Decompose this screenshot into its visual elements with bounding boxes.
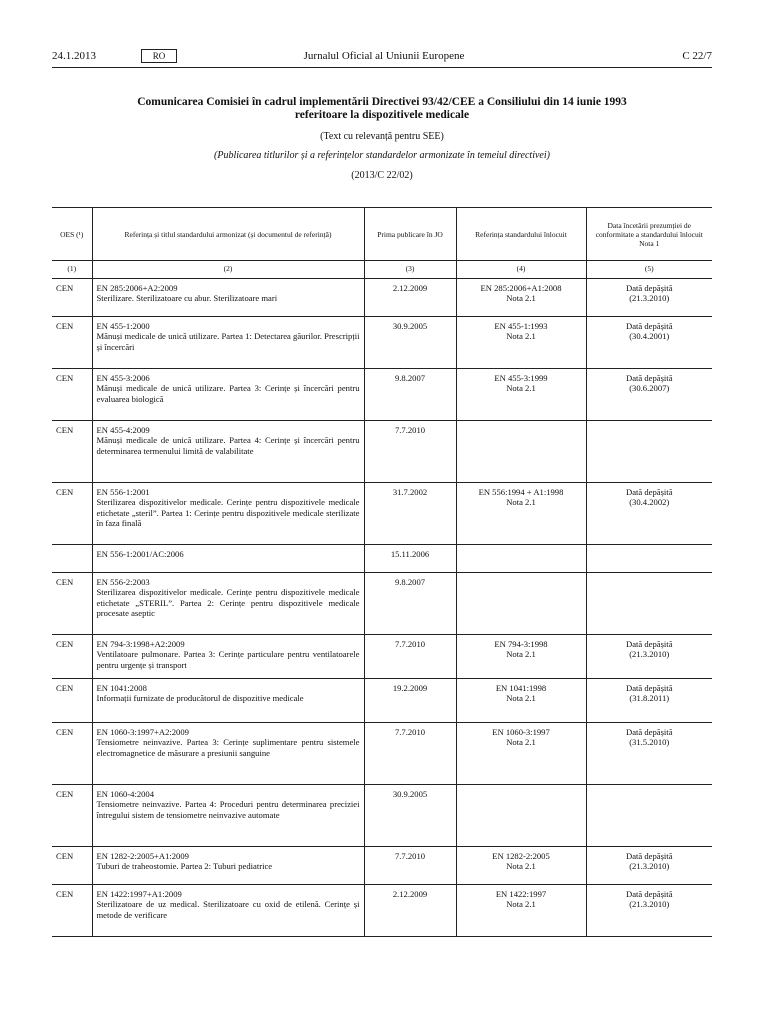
first-publication-cell: 7.7.2010 bbox=[364, 846, 456, 884]
title-line-2: referitoare la dispozitivele medicale bbox=[294, 109, 470, 121]
standard-title: Sterilizare. Sterilizatoare cu abur. Sterilizatoare mari bbox=[96, 293, 278, 303]
replaced-standard-cell bbox=[456, 634, 586, 678]
header-replaced-standard: Referința standardului înlocuit bbox=[456, 208, 586, 261]
relevance-note: (Text cu relevanță pentru SEE) bbox=[320, 131, 444, 142]
replaced-standard-cell bbox=[456, 846, 586, 884]
replaced-standard-note: Nota 2.1 bbox=[506, 649, 536, 659]
cessation-status: Dată depășită bbox=[625, 320, 673, 331]
replaced-standard-note: Nota 2.1 bbox=[506, 861, 536, 871]
column-number: (4) bbox=[456, 261, 586, 279]
standard-cell bbox=[92, 420, 364, 482]
journal-title: Jurnalul Oficial al Uniunii Europene bbox=[303, 50, 465, 62]
column-number: (5) bbox=[586, 261, 712, 279]
table-row bbox=[52, 784, 712, 846]
replaced-standard-note: Nota 2.1 bbox=[506, 899, 536, 909]
column-number-row bbox=[52, 261, 712, 279]
standard-title: Ventilatoare pulmonare. Partea 3: Cerințe particulare pentru ventilatoarele pentru urgențe și transport bbox=[96, 649, 360, 670]
title-block bbox=[52, 96, 712, 181]
standard-reference: EN 1422:1997+A1:2009 bbox=[96, 888, 182, 899]
standard-cell bbox=[92, 316, 364, 368]
standard-reference: EN 556-1:2001 bbox=[96, 486, 150, 497]
cessation-cell bbox=[586, 722, 712, 784]
replaced-standard-note: Nota 2.1 bbox=[506, 693, 536, 703]
column-number: (3) bbox=[364, 261, 456, 279]
replaced-standard-cell bbox=[456, 722, 586, 784]
replaced-standard-cell bbox=[456, 884, 586, 936]
document-title bbox=[52, 96, 712, 122]
cessation-cell bbox=[586, 784, 712, 846]
cessation-cell bbox=[586, 278, 712, 316]
first-publication-cell: 19.2.2009 bbox=[364, 678, 456, 722]
standard-title: Sterilizarea dispozitivelor medicale. Cerințe pentru dispozitivele medicale etichetate „STERIL”. Partea 2: Cerințe pentru dispozitivele medicale procesate aseptic bbox=[96, 587, 360, 618]
cessation-cell bbox=[586, 368, 712, 420]
header-first-publication: Prima publicare în JO bbox=[364, 208, 456, 261]
replaced-standard-cell bbox=[456, 678, 586, 722]
table-row bbox=[52, 420, 712, 482]
cessation-cell bbox=[586, 572, 712, 634]
replaced-standard-cell bbox=[456, 544, 586, 572]
table-row bbox=[52, 846, 712, 884]
replaced-standard-reference: EN 285:2006+A1:2008 bbox=[480, 282, 562, 293]
replaced-standard-reference: EN 1060-3:1997 bbox=[492, 726, 550, 737]
replaced-standard-note: Nota 2.1 bbox=[506, 293, 536, 303]
standard-cell bbox=[92, 278, 364, 316]
first-publication-cell: 7.7.2010 bbox=[364, 420, 456, 482]
replaced-standard-cell bbox=[456, 482, 586, 544]
first-publication-cell: 30.9.2005 bbox=[364, 784, 456, 846]
header-cessation-date: Data încetării prezumției de conformitate a standardului înlocuit Nota 1 bbox=[586, 208, 712, 261]
standard-title: Sterilizarea dispozitivelor medicale. Cerințe pentru dispozitivele medicale etichetate „steril”. Partea 1: Cerințe pentru dispozitivele medicale sterilizate în faza finală bbox=[96, 497, 360, 528]
replaced-standard-reference: EN 556:1994 + A1:1998 bbox=[478, 486, 564, 497]
cessation-date: (30.6.2007) bbox=[629, 383, 670, 393]
standard-reference: EN 556-1:2001/AC:2006 bbox=[96, 548, 184, 559]
journal-header bbox=[0, 50, 768, 66]
cessation-date: (21.3.2010) bbox=[629, 293, 670, 303]
standard-title: Informații furnizate de producătorul de dispozitive medicale bbox=[96, 693, 304, 703]
standard-reference: EN 455-4:2009 bbox=[96, 424, 150, 435]
cessation-cell bbox=[586, 544, 712, 572]
replaced-standard-note: Nota 2.1 bbox=[506, 331, 536, 341]
cessation-date: (21.3.2010) bbox=[629, 861, 670, 871]
first-publication-cell: 9.8.2007 bbox=[364, 572, 456, 634]
first-publication-cell: 31.7.2002 bbox=[364, 482, 456, 544]
cessation-date: (31.8.2011) bbox=[629, 693, 670, 703]
cessation-status: Dată depășită bbox=[625, 682, 673, 693]
table-row bbox=[52, 678, 712, 722]
standard-reference: EN 1041:2008 bbox=[96, 682, 147, 693]
page-number: C 22/7 bbox=[682, 50, 712, 62]
language-badge: RO bbox=[141, 49, 177, 63]
replaced-standard-cell bbox=[456, 368, 586, 420]
cessation-cell bbox=[586, 678, 712, 722]
header-divider bbox=[52, 67, 712, 68]
oes-cell: CEN bbox=[52, 678, 92, 722]
oes-cell: CEN bbox=[52, 634, 92, 678]
title-line-1: Comunicarea Comisiei în cadrul implementării Directivei 93/42/CEE a Consiliului din 14 iunie 1993 bbox=[137, 96, 627, 108]
publication-note: (Publicarea titlurilor și a referințelor standardelor armonizate în temeiul directivei) bbox=[214, 150, 550, 161]
header-reference-title: Referința și titlul standardului armonizat (și documentul de referință) bbox=[92, 208, 364, 261]
replaced-standard-cell bbox=[456, 572, 586, 634]
oes-cell: CEN bbox=[52, 784, 92, 846]
replaced-standard-reference: EN 455-1:1993 bbox=[494, 320, 548, 331]
standard-reference: EN 794-3:1998+A2:2009 bbox=[96, 638, 185, 649]
standard-reference: EN 455-1:2000 bbox=[96, 320, 150, 331]
cessation-status: Dată depășită bbox=[625, 486, 673, 497]
first-publication-cell: 7.7.2010 bbox=[364, 722, 456, 784]
cessation-cell bbox=[586, 420, 712, 482]
standard-cell bbox=[92, 846, 364, 884]
standard-cell bbox=[92, 884, 364, 936]
replaced-standard-cell bbox=[456, 278, 586, 316]
standard-cell bbox=[92, 544, 364, 572]
table-row bbox=[52, 572, 712, 634]
oes-cell: CEN bbox=[52, 572, 92, 634]
standard-reference: EN 285:2006+A2:2009 bbox=[96, 282, 178, 293]
cessation-status: Dată depășită bbox=[625, 726, 673, 737]
standard-title: Tuburi de traheostomie. Partea 2: Tuburi pediatrice bbox=[96, 861, 273, 871]
cessation-cell bbox=[586, 884, 712, 936]
oes-cell: CEN bbox=[52, 420, 92, 482]
replaced-standard-note: Nota 2.1 bbox=[506, 383, 536, 393]
cessation-date: (30.4.2002) bbox=[629, 497, 670, 507]
cessation-date: (30.4.2001) bbox=[629, 331, 670, 341]
cessation-status: Dată depășită bbox=[625, 372, 673, 383]
oes-cell: CEN bbox=[52, 722, 92, 784]
standards-table bbox=[52, 207, 712, 937]
standard-cell bbox=[92, 678, 364, 722]
standard-cell bbox=[92, 784, 364, 846]
table-row bbox=[52, 368, 712, 420]
standard-title: Mănuși medicale de unică utilizare. Partea 3: Cerințe și încercări pentru evaluarea biologică bbox=[96, 383, 360, 404]
document-reference: (2013/C 22/02) bbox=[351, 170, 413, 181]
column-number: (2) bbox=[92, 261, 364, 279]
standard-title: Tensiometre neinvazive. Partea 3: Cerințe suplimentare pentru sistemele electromagnetice de măsurare a presiunii sanguine bbox=[96, 737, 360, 758]
replaced-standard-note: Nota 2.1 bbox=[506, 497, 536, 507]
replaced-standard-reference: EN 1282-2:2005 bbox=[492, 850, 550, 861]
standard-cell bbox=[92, 368, 364, 420]
replaced-standard-reference: EN 455-3:1999 bbox=[494, 372, 548, 383]
cessation-date: (21.3.2010) bbox=[629, 899, 670, 909]
table-row bbox=[52, 634, 712, 678]
cessation-status: Dată depășită bbox=[625, 282, 673, 293]
replaced-standard-note: Nota 2.1 bbox=[506, 737, 536, 747]
standard-cell bbox=[92, 722, 364, 784]
cessation-status: Dată depășită bbox=[625, 850, 673, 861]
replaced-standard-reference: EN 794-3:1998 bbox=[494, 638, 548, 649]
column-number: (1) bbox=[52, 261, 92, 279]
standard-reference: EN 556-2:2003 bbox=[96, 576, 150, 587]
table-row bbox=[52, 482, 712, 544]
standard-cell bbox=[92, 572, 364, 634]
replaced-standard-cell bbox=[456, 420, 586, 482]
oes-cell: CEN bbox=[52, 884, 92, 936]
replaced-standard-cell bbox=[456, 316, 586, 368]
oes-cell: CEN bbox=[52, 278, 92, 316]
replaced-standard-reference: EN 1041:1998 bbox=[495, 682, 547, 693]
standard-cell bbox=[92, 482, 364, 544]
standard-title: Tensiometre neinvazive. Partea 4: Proceduri pentru determinarea preciziei întregului sistem de tensiometre neinvazive automate bbox=[96, 799, 360, 820]
standard-reference: EN 1060-3:1997+A2:2009 bbox=[96, 726, 189, 737]
cessation-date: (31.5.2010) bbox=[629, 737, 670, 747]
oes-cell bbox=[52, 544, 92, 572]
table-row bbox=[52, 884, 712, 936]
table-header-row bbox=[52, 208, 712, 261]
standard-cell bbox=[92, 634, 364, 678]
first-publication-cell: 9.8.2007 bbox=[364, 368, 456, 420]
cessation-status: Dată depășită bbox=[625, 888, 673, 899]
oes-cell: CEN bbox=[52, 846, 92, 884]
header-oes: OES (¹) bbox=[52, 208, 92, 261]
replaced-standard-reference: EN 1422:1997 bbox=[495, 888, 547, 899]
first-publication-cell: 15.11.2006 bbox=[364, 544, 456, 572]
standard-title: Mănuși medicale de unică utilizare. Partea 4: Cerințe și încercări pentru determinarea termenului limită de valabilitate bbox=[96, 435, 360, 456]
cessation-cell bbox=[586, 482, 712, 544]
table-row bbox=[52, 544, 712, 572]
standard-reference: EN 1282-2:2005+A1:2009 bbox=[96, 850, 189, 861]
standard-title: Mănuși medicale de unică utilizare. Partea 1: Detectarea găurilor. Prescripții și încercări bbox=[96, 331, 360, 352]
table-row bbox=[52, 316, 712, 368]
first-publication-cell: 2.12.2009 bbox=[364, 278, 456, 316]
publication-date: 24.1.2013 bbox=[52, 50, 96, 62]
oes-cell: CEN bbox=[52, 316, 92, 368]
cessation-cell bbox=[586, 316, 712, 368]
cessation-cell bbox=[586, 634, 712, 678]
cessation-cell bbox=[586, 846, 712, 884]
standard-reference: EN 455-3:2006 bbox=[96, 372, 150, 383]
table-row bbox=[52, 278, 712, 316]
replaced-standard-cell bbox=[456, 784, 586, 846]
cessation-date: (21.3.2010) bbox=[629, 649, 670, 659]
oes-cell: CEN bbox=[52, 368, 92, 420]
table-row bbox=[52, 722, 712, 784]
standard-title: Sterilizatoare de uz medical. Sterilizatoare cu oxid de etilenă. Cerințe și metode de verificare bbox=[96, 899, 360, 920]
oes-cell: CEN bbox=[52, 482, 92, 544]
first-publication-cell: 30.9.2005 bbox=[364, 316, 456, 368]
first-publication-cell: 2.12.2009 bbox=[364, 884, 456, 936]
cessation-status: Dată depășită bbox=[625, 638, 673, 649]
first-publication-cell: 7.7.2010 bbox=[364, 634, 456, 678]
standard-reference: EN 1060-4:2004 bbox=[96, 788, 155, 799]
